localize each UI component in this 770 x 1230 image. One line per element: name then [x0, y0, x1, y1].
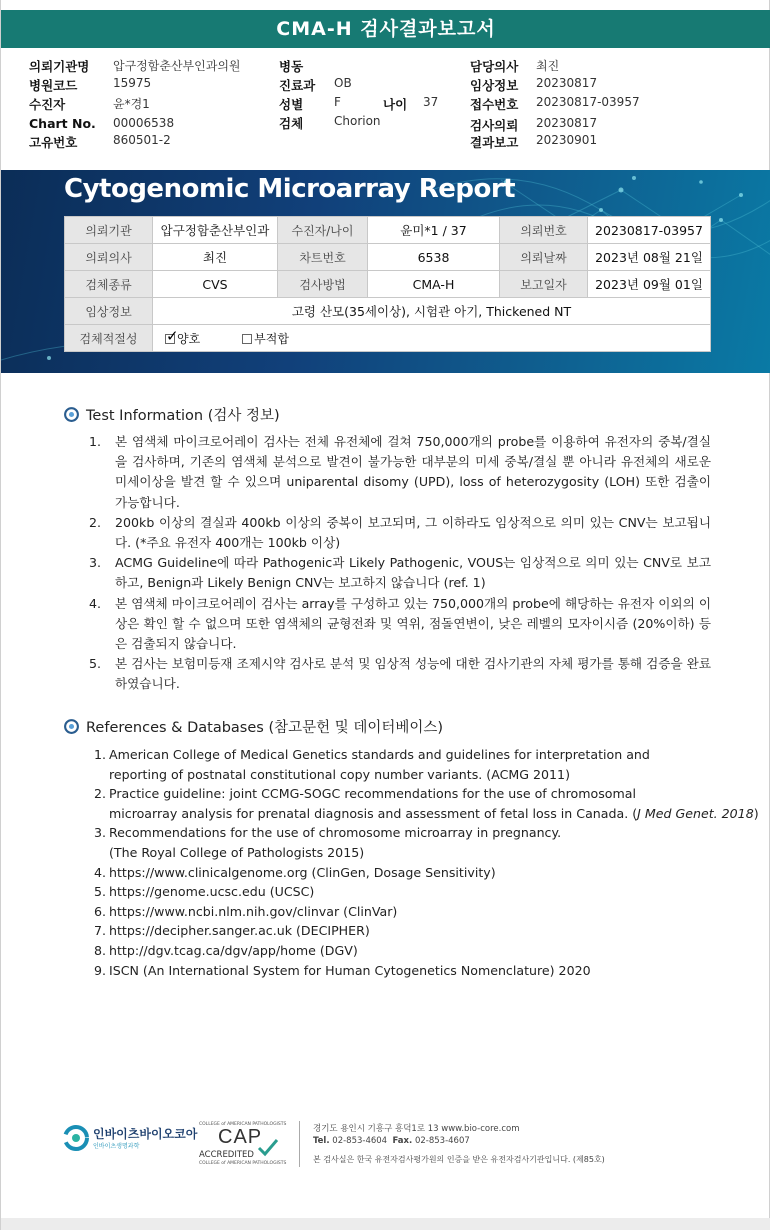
footer-contact	[313, 1136, 470, 1146]
header-value: 20230817-03957	[536, 95, 640, 109]
header-value: 압구정함춘산부인과의원	[113, 59, 241, 73]
banner-title: Cytogenomic Microarray Report	[64, 174, 516, 204]
table-value: 압구정함춘산부인과	[153, 217, 278, 244]
header-value: 00006538	[113, 116, 175, 130]
cap-top-text: COLLEGE of AMERICAN PATHOLOGISTS	[199, 1122, 287, 1127]
header-value: 20230817	[536, 76, 598, 90]
company-name: 인바이츠바이오코아	[93, 1127, 198, 1141]
table-label: 검체적절성	[65, 325, 153, 352]
table-value: CMA-H	[368, 271, 500, 298]
tel-number: 02-853-4604	[332, 1136, 388, 1146]
table-value: 2023년 09월 01일	[588, 271, 711, 298]
header-label: 검사의뢰	[470, 118, 519, 133]
header-value: 15975	[113, 76, 152, 90]
table-row	[65, 244, 711, 271]
table-row	[65, 298, 711, 325]
item-number: 9.	[94, 962, 107, 978]
header-label: 접수번호	[470, 97, 519, 112]
reference-link[interactable]: https://www.clinicalgenome.org (ClinGen, Dosage Sensitivity)	[109, 864, 496, 880]
fax-number: 02-853-4607	[414, 1136, 470, 1146]
table-label: 검체종류	[65, 271, 153, 298]
reference-item	[94, 961, 734, 981]
reference-text: microarray analysis for prenatal diagnosis and assessment of fetal loss in Canada. (	[109, 805, 638, 821]
item-number: 6.	[94, 903, 107, 919]
footer	[1, 1115, 770, 1175]
header-label: Chart No.	[29, 116, 96, 131]
fax-label: Fax.	[392, 1136, 413, 1146]
header-label: 담당의사	[470, 59, 519, 74]
checkbox-checked-icon: ✓	[166, 326, 179, 345]
checkbox-label: 부적합	[254, 331, 289, 346]
reference-link[interactable]: https://decipher.sanger.ac.uk (DECIPHER)	[109, 923, 370, 939]
header-label: 수진자	[29, 97, 66, 112]
footer-divider	[299, 1121, 300, 1167]
list-item	[89, 553, 711, 593]
item-number: 7.	[94, 923, 107, 939]
item-number: 2.	[89, 514, 102, 530]
item-number: 5.	[89, 656, 102, 672]
item-number: 4.	[89, 595, 102, 611]
header-value: Chorion	[334, 114, 381, 128]
request-info-table	[64, 216, 711, 352]
header-label: 임상정보	[470, 78, 519, 93]
header-value: 20230817	[536, 116, 598, 130]
item-number: 3.	[94, 825, 107, 841]
adequate-checkbox	[165, 326, 201, 347]
list-item	[89, 432, 711, 513]
table-label: 의뢰번호	[500, 217, 588, 244]
item-text: 본 검사는 보험미등재 조제시약 검사로 분석 및 임상적 성능에 대한 검사기관의 자체 평가를 통해 검증을 완료하였습니다.	[115, 656, 711, 692]
header-label: 나이	[383, 97, 408, 112]
reference-item	[94, 784, 759, 823]
item-number: 1.	[94, 747, 107, 762]
table-value: 최진	[153, 244, 278, 271]
header-value: F	[334, 95, 341, 109]
header-value: 윤*경1	[113, 97, 150, 111]
list-item	[89, 654, 711, 694]
table-label: 의뢰의사	[65, 244, 153, 271]
item-number: 4.	[94, 864, 107, 880]
header-value: 20230901	[536, 133, 598, 147]
footer-certification: 본 검사실은 한국 유전자검사평가원의 인증을 받은 유전자검사기관입니다. (제85호)	[313, 1155, 605, 1164]
header-label: 고유번호	[29, 135, 78, 150]
reference-text: Practice guideline: joint CCMG-SOGC recommendations for the use of chromosomal	[109, 786, 636, 802]
table-row	[65, 325, 711, 352]
adequacy-options	[153, 325, 711, 352]
reference-text: )	[753, 805, 759, 821]
section-title: Test Information (검사 정보)	[86, 408, 280, 424]
header-label: 병원코드	[29, 78, 78, 93]
references-list	[94, 745, 759, 980]
tel-label: Tel.	[313, 1136, 330, 1146]
reference-link[interactable]: https://www.ncbi.nlm.nih.gov/clinvar (ClinVar)	[109, 903, 398, 919]
header-label: 결과보고	[470, 135, 519, 150]
report-title: CMA-H 검사결과보고서	[1, 10, 770, 48]
header-label: 의뢰기관명	[29, 59, 90, 74]
table-label: 의뢰기관	[65, 217, 153, 244]
reference-link[interactable]: https://genome.ucsc.edu (UCSC)	[109, 884, 315, 900]
reference-text: reporting of postnatal constitutional copy number variants. (ACMG 2011)	[109, 766, 570, 782]
checkbox-empty-icon	[242, 334, 252, 344]
table-value: 6538	[368, 244, 500, 271]
section-bullet-icon	[63, 718, 80, 735]
footer-address: 경기도 용인시 기흥구 흥덕1로 13 www.bio-core.com	[313, 1124, 520, 1134]
cap-bottom-text: COLLEGE of AMERICAN PATHOLOGISTS	[199, 1161, 287, 1166]
item-number: 2.	[94, 786, 107, 802]
table-label: 검사방법	[278, 271, 368, 298]
item-text: 200kb 이상의 결실과 400kb 이상의 중복이 보고되며, 그 이하라도 임상적으로 의미 있는 CNV는 보고됩니다. (*주요 유전자 400개는 100kb 이상)	[115, 514, 711, 551]
table-label: 차트번호	[278, 244, 368, 271]
company-logo-icon	[63, 1125, 89, 1151]
company-sub: 인바이츠생명과학	[93, 1143, 140, 1150]
list-item	[89, 594, 711, 655]
reference-item[interactable]	[94, 863, 734, 883]
header-label: 진료과	[279, 78, 316, 93]
header-value: OB	[334, 76, 352, 90]
list-item	[89, 513, 711, 553]
table-value: 2023년 08월 21일	[588, 244, 711, 271]
checkbox-label: 양호	[177, 331, 201, 346]
references-heading	[63, 716, 443, 737]
table-row	[65, 217, 711, 244]
reference-item[interactable]	[94, 882, 734, 902]
reference-text: American College of Medical Genetics standards and guidelines for interpretation and	[109, 747, 650, 762]
reference-text: ISCN (An International System for Human Cytogenetics Nomenclature) 2020	[109, 962, 591, 978]
cap-accredited-text: ACCREDITED	[199, 1150, 254, 1160]
table-value: CVS	[153, 271, 278, 298]
item-text: 본 염색체 마이크로어레이 검사는 전체 유전체에 걸쳐 750,000개의 probe를 이용하여 유전자의 중복/결실을 검사하며, 기존의 염색체 분석으로 발견이 불가능한 대부분의 미세 중복/결실 뿐 아니라 유전체의 새로운 미세이상을 발견 할 수 있으며 uniparental disomy (UPD), loss of heterozygosity (LOH) 또한 검출이 가능합니다.	[115, 434, 711, 510]
section-bullet-icon	[63, 406, 80, 423]
table-label: 보고일자	[500, 271, 588, 298]
reference-link[interactable]: http://dgv.tcag.ca/dgv/app/home (DGV)	[109, 942, 358, 958]
item-number: 1.	[89, 434, 102, 449]
header-value: 860501-2	[113, 133, 171, 147]
header-label: 검체	[279, 116, 304, 131]
table-row	[65, 271, 711, 298]
clinical-info-value: 고령 산모(35세이상), 시험관 아기, Thickened NT	[153, 298, 711, 325]
item-text: ACMG Guideline에 따라 Pathogenic과 Likely Pathogenic, VOUS는 임상적으로 의미 있는 CNV로 보고하고, Benign과 Likely Benign CNV는 보고하지 않습니다 (ref. 1)	[115, 555, 711, 591]
reference-item[interactable]	[94, 941, 734, 961]
reference-text: (The Royal College of Pathologists 2015)	[109, 844, 365, 860]
checkmark-icon	[257, 1137, 279, 1157]
header-value: 최진	[536, 59, 560, 73]
section-title: References & Databases (참고문헌 및 데이터베이스)	[86, 720, 444, 736]
table-value: 20230817-03957	[588, 217, 711, 244]
table-value: 윤미*1 / 37	[368, 217, 500, 244]
report-banner	[1, 170, 770, 373]
header-label: 병동	[279, 59, 304, 74]
table-label: 임상정보	[65, 298, 153, 325]
patient-header	[1, 52, 770, 152]
header-value: 37	[423, 95, 439, 109]
table-label: 의뢰날짜	[500, 244, 588, 271]
item-number: 8.	[94, 942, 107, 958]
reference-item[interactable]	[94, 902, 734, 922]
reference-item[interactable]	[94, 921, 734, 941]
header-label: 성별	[279, 97, 304, 112]
journal-citation: J Med Genet. 2018	[637, 805, 754, 821]
reference-item	[94, 745, 734, 784]
bottom-strip	[1, 1218, 770, 1230]
item-text: 본 염색체 마이크로어레이 검사는 array를 구성하고 있는 750,000개의 probe에 해당하는 유전자 이외의 이상은 확인 할 수 없으며 또한 염색체의 균형전좌 및 역위, 점돌연변이, 낮은 레벨의 모자이시즘 (20%이하) 등은 검출되지 않습니다.	[115, 595, 711, 652]
table-label: 수진자/나이	[278, 217, 368, 244]
inadequate-checkbox	[242, 330, 289, 347]
item-number: 5.	[94, 884, 107, 900]
test-info-list	[89, 432, 711, 695]
test-info-heading	[63, 404, 280, 425]
cap-logo-text: CAP	[218, 1126, 263, 1148]
reference-text: Recommendations for the use of chromosome microarray in pregnancy.	[109, 825, 562, 841]
item-number: 3.	[89, 555, 102, 571]
reference-item	[94, 823, 734, 862]
